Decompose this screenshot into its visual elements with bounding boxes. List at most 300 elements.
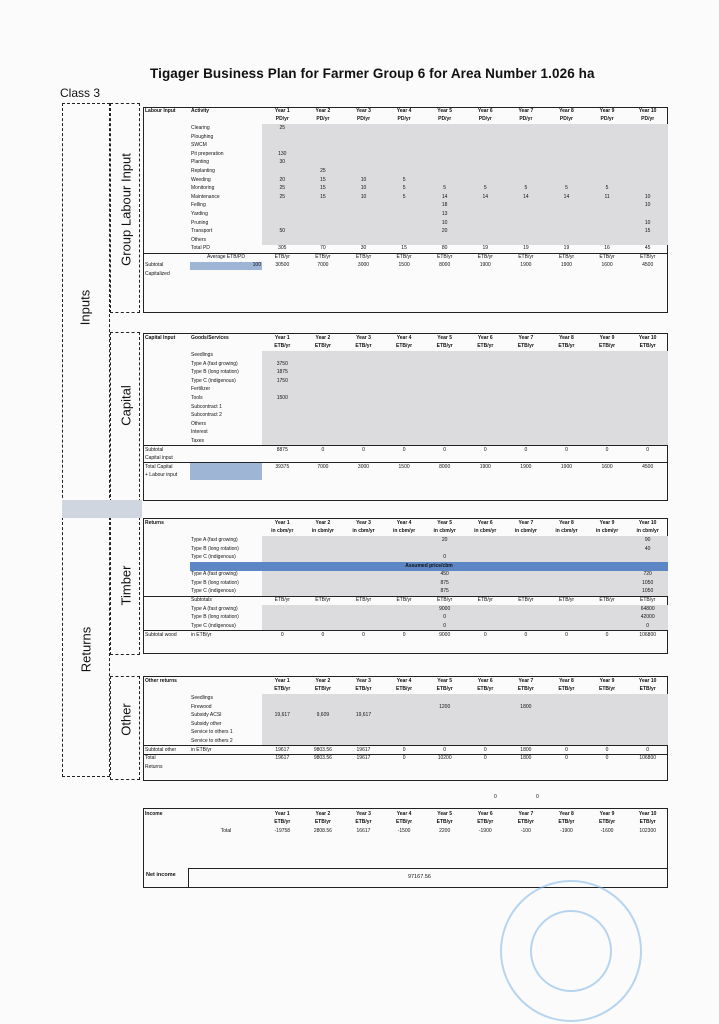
unit-header: ETB/yr: [517, 819, 534, 826]
timber-value: [506, 571, 547, 580]
timber-value: [303, 545, 344, 554]
capital-value: [465, 411, 506, 420]
subtotal-value: 1600: [601, 262, 613, 269]
activity-label: Total PD: [191, 245, 210, 252]
subtotal-value: 0: [384, 631, 425, 640]
total-value: -1600: [600, 827, 614, 834]
spacer: [262, 454, 303, 463]
timber-value: [303, 579, 344, 588]
timber-value: [384, 579, 425, 588]
spacer: [546, 763, 587, 772]
activity-label: Planting: [191, 159, 210, 166]
capital-value: [262, 420, 303, 429]
labour-value: [303, 210, 344, 219]
subtotal-unit: ETB/yr: [627, 253, 668, 262]
labour-value: [424, 150, 465, 159]
capital-value: [424, 429, 465, 438]
spacer: [587, 454, 628, 463]
capital-value: [303, 403, 344, 412]
year-header: Year 4: [396, 810, 412, 817]
capital-value: [465, 360, 506, 369]
timber-value: [343, 571, 384, 580]
spacer: [343, 270, 384, 279]
header-label: Goods/Services: [191, 334, 229, 341]
labour-value: [343, 219, 384, 228]
spacer: [144, 819, 190, 828]
timber-value: [262, 553, 303, 562]
labour-value: [303, 227, 344, 236]
timber-value: [303, 588, 344, 597]
capital-value: [506, 411, 547, 420]
labour-value: 11: [587, 193, 628, 202]
labour-value: [627, 167, 668, 176]
other-label: Service to others 2: [191, 737, 233, 744]
spacer: [506, 454, 547, 463]
spacer: [384, 763, 425, 772]
total-value: 0: [465, 754, 506, 763]
labour-value: 45: [644, 245, 651, 252]
timber-value: 450: [424, 571, 465, 580]
total-value: 16617: [356, 827, 371, 834]
timber-value: [627, 553, 668, 562]
year-header: Year 1: [274, 334, 290, 341]
capital-row: [144, 360, 668, 369]
timber-value: [465, 553, 506, 562]
labour-value: [506, 124, 547, 133]
subtotal-unit: ETB/yr: [384, 596, 425, 605]
other-value: [465, 711, 506, 720]
labour-value: 5: [506, 184, 547, 193]
unit-header: ETB/yr: [639, 819, 656, 826]
timber-value: 42000: [627, 614, 668, 623]
capital-subtotal-row2: [144, 454, 668, 463]
labour-value: [343, 236, 384, 245]
capital-value: [546, 403, 587, 412]
subtotal-value: 0: [587, 746, 628, 755]
year-header: Year 7: [518, 107, 534, 114]
labour-value: [303, 124, 344, 133]
timber-value: 875: [424, 588, 465, 597]
capital-value: 1750: [262, 377, 303, 386]
labour-value: 15: [303, 193, 344, 202]
capital-row: [144, 377, 668, 386]
spacer: [303, 454, 344, 463]
subtotal-value: 0: [343, 631, 384, 640]
timber-value: [506, 588, 547, 597]
total-value: 8000: [424, 463, 465, 472]
labour-value: [546, 141, 587, 150]
total-label: Total: [144, 754, 190, 763]
year-header: Year 5: [437, 519, 453, 526]
labour-value: [303, 141, 344, 150]
activity-label: Monitoring: [191, 185, 215, 192]
unit-header: PD/yr: [275, 116, 289, 123]
capital-value: [587, 386, 628, 395]
capital-value: [465, 429, 506, 438]
net-income-label: Net income: [146, 872, 176, 878]
timber-value: 20: [424, 536, 465, 545]
year-header: Year 6: [477, 519, 493, 526]
other-row: [144, 711, 668, 720]
year-header: Year 1: [274, 810, 290, 817]
capital-value: [262, 351, 303, 360]
capital-value: [627, 368, 668, 377]
labour-value: [303, 150, 344, 159]
spacer: [384, 454, 425, 463]
subtotal-unit: Average ETB/PD: [190, 253, 262, 262]
other-value: [465, 720, 506, 729]
unit-header: PD/yr: [478, 116, 492, 123]
capital-value: [465, 386, 506, 395]
subtotal-value: 9000: [424, 631, 465, 640]
labour-value: [546, 236, 587, 245]
year-header: Year 2: [315, 519, 331, 526]
subtotal-value: 1500: [398, 262, 410, 269]
capital-value: 3750: [262, 360, 303, 369]
other-value: [465, 703, 506, 712]
labour-value: 16: [604, 245, 610, 252]
spacer: [144, 711, 190, 720]
other-label: Seedlings: [191, 694, 213, 701]
timber-value: [546, 571, 587, 580]
labour-row: [144, 219, 668, 228]
year-header: Year 7: [518, 334, 534, 341]
labour-value: [343, 227, 384, 236]
year-header: Year 2: [315, 677, 331, 684]
other-label: Subsidy ACSI: [191, 712, 222, 719]
labour-value: [587, 236, 628, 245]
timber-value: [587, 571, 628, 580]
capital-value: [506, 437, 547, 446]
labour-value: 20: [262, 176, 303, 185]
labour-value: [303, 219, 344, 228]
type-label: Type C (indigenous): [191, 588, 236, 595]
capital-value: [343, 403, 384, 412]
unit-header: ETB/yr: [274, 343, 291, 350]
labour-value: [546, 176, 587, 185]
spacer: [144, 720, 190, 729]
other-value: [546, 720, 587, 729]
capital-value: [384, 411, 425, 420]
unit-header: PD/yr: [397, 116, 411, 123]
spacer: [144, 394, 190, 403]
capital-value: [546, 420, 587, 429]
total-label: Returns: [145, 763, 163, 770]
spacer: [465, 472, 506, 481]
labour-value: [627, 176, 668, 185]
capital-value: [303, 437, 344, 446]
labour-value: [465, 227, 506, 236]
spacer: [144, 596, 190, 605]
timber-value: 9000: [424, 605, 465, 614]
year-header: Year 5: [437, 810, 453, 817]
labour-value: [506, 227, 547, 236]
spacer: [144, 694, 190, 703]
unit-header: ETB/yr: [274, 819, 291, 826]
activity-label: Ploughing: [191, 133, 214, 140]
other-value: [384, 694, 425, 703]
labour-value: [546, 133, 587, 142]
year-header: Year 1: [274, 677, 290, 684]
spacer: [144, 545, 190, 554]
timber-value: 40: [627, 545, 668, 554]
labour-value: [384, 167, 425, 176]
other-value: [343, 703, 384, 712]
spacer: [384, 270, 425, 279]
subtotal-value: 0: [384, 746, 425, 755]
subtotal-unit: ETB/yr: [587, 596, 628, 605]
other-value: [627, 720, 668, 729]
timber-value-row: [144, 614, 668, 623]
subtotal-unit: ETB/yr: [506, 596, 547, 605]
other-value: [587, 694, 628, 703]
spacer: [587, 270, 628, 279]
unit-header: PD/yr: [519, 116, 533, 123]
labour-value: [465, 219, 506, 228]
labour-value: [546, 227, 587, 236]
other-table: [144, 677, 668, 772]
capital-value: [587, 420, 628, 429]
labour-value: 19: [523, 245, 529, 252]
timber-value: 1050: [627, 588, 668, 597]
subtotal-label: Capitalized: [145, 271, 170, 278]
labour-value: 5: [424, 184, 465, 193]
capital-value: [506, 394, 547, 403]
subtotal-unit: ETB/yr: [506, 253, 547, 262]
capital-value: [506, 360, 547, 369]
timber-value: [384, 536, 425, 545]
capital-value: [384, 403, 425, 412]
total-value: 1900: [546, 463, 587, 472]
labour-value: [587, 210, 628, 219]
labour-value: [343, 202, 384, 211]
labour-value: 25: [303, 167, 344, 176]
spacer: [424, 454, 465, 463]
other-value: [384, 729, 425, 738]
capital-value: [303, 411, 344, 420]
capital-value: [587, 394, 628, 403]
spacer: [424, 763, 465, 772]
timber-value: [506, 579, 547, 588]
total-value: 1900: [465, 463, 506, 472]
capital-value: [384, 360, 425, 369]
capital-value: [587, 368, 628, 377]
spacer: [190, 454, 262, 463]
labour-value: [384, 219, 425, 228]
timber-subtotals-row: [144, 596, 668, 605]
timber-value: [546, 579, 587, 588]
subtotal-value: 0: [546, 746, 587, 755]
capital-value: [384, 429, 425, 438]
unit-header: PD/yr: [438, 116, 452, 123]
labour-value: [546, 167, 587, 176]
timber-value: 875: [424, 579, 465, 588]
other-value: [262, 694, 303, 703]
unit-header: in cbm/yr: [595, 528, 619, 535]
capital-value: [384, 394, 425, 403]
spacer: [144, 236, 190, 245]
labour-value: [587, 167, 628, 176]
unit-header: ETB/yr: [517, 343, 534, 350]
income-label: Income: [145, 810, 163, 817]
capital-value: [424, 351, 465, 360]
spacer: [144, 176, 190, 185]
year-header: Year 4: [396, 334, 412, 341]
labour-value: [506, 150, 547, 159]
total-value: 1800: [506, 754, 547, 763]
timber-value: [546, 545, 587, 554]
total-value: 1900: [506, 463, 547, 472]
labour-value: 15: [303, 176, 344, 185]
total-value: -1900: [560, 827, 573, 834]
labour-value: [627, 150, 668, 159]
unit-header: in cbm/yr: [474, 528, 497, 535]
other-label: Firewood: [191, 703, 212, 710]
activity-label: Maintenance: [191, 193, 220, 200]
capital-value: [546, 437, 587, 446]
unit-header: ETB/yr: [558, 343, 575, 350]
capital-value: [343, 368, 384, 377]
spacer: [144, 827, 190, 836]
spacer: [144, 193, 190, 202]
other-value: [303, 737, 344, 746]
timber-value: [343, 536, 384, 545]
capital-value: [506, 420, 547, 429]
labour-value: [343, 141, 384, 150]
capital-value: [303, 420, 344, 429]
year-header: Year 6: [477, 334, 493, 341]
labour-value: [262, 133, 303, 142]
labour-row: [144, 236, 668, 245]
other-value: [384, 737, 425, 746]
spacer: [144, 579, 190, 588]
subtotal-unit: ETB/yr: [303, 253, 344, 262]
subtotal-value: 1900: [560, 262, 573, 269]
timber-value: [465, 536, 506, 545]
activity-label: SWCM: [191, 142, 207, 149]
total-value: -100: [520, 827, 531, 834]
labour-value: [262, 236, 303, 245]
labour-value: 5: [384, 193, 425, 202]
subtotal-unit: in ETB/yr: [190, 746, 262, 755]
year-header: Year 5: [437, 107, 453, 114]
year-header: Year 5: [437, 677, 453, 684]
spacer: [546, 270, 587, 279]
year-header: Year 3: [356, 519, 371, 526]
labour-value: 5: [384, 184, 425, 193]
capital-value: [506, 351, 547, 360]
capital-total-row: [144, 463, 668, 472]
timber-value: [587, 614, 628, 623]
labour-value: [262, 167, 303, 176]
unit-header: PD/yr: [559, 116, 573, 123]
labour-value: [424, 159, 465, 168]
labour-value: [384, 236, 425, 245]
subtotal-unit: in ETB/yr: [190, 631, 262, 640]
goods-label: Subcontract 1: [191, 403, 222, 410]
subtotal-unit: ETB/yr: [465, 253, 506, 262]
spacer: [627, 472, 668, 481]
labour-value: [465, 176, 506, 185]
total-value: -1500: [397, 827, 411, 834]
total-value: -19758: [274, 827, 291, 834]
unit-header: ETB/yr: [355, 686, 372, 693]
timber-value: [587, 605, 628, 614]
year-header: Year 8: [559, 334, 574, 341]
labour-value: [627, 141, 668, 150]
unit-header: ETB/yr: [598, 686, 616, 693]
timber-value: [587, 579, 628, 588]
capital-row: [144, 437, 668, 446]
timber-value: [262, 579, 303, 588]
other-value: [424, 711, 465, 720]
labour-value: [384, 150, 425, 159]
subtotal-value: 0: [506, 446, 547, 455]
other-value: [506, 737, 547, 746]
timber-value: [465, 579, 506, 588]
timber-value: [303, 571, 344, 580]
timber-value: [546, 536, 587, 545]
spacer: [303, 472, 344, 481]
timber-value: [465, 605, 506, 614]
labour-value: [465, 236, 506, 245]
timber-value: [546, 614, 587, 623]
unit-header: ETB/yr: [436, 686, 453, 693]
timber-value: [465, 588, 506, 597]
labour-value: [424, 167, 465, 176]
goods-label: Type B (long rotation): [191, 369, 239, 376]
spacer: [262, 763, 303, 772]
capital-value: 1500: [262, 394, 303, 403]
other-value: [627, 694, 668, 703]
timber-value: [303, 553, 344, 562]
year-header: Year 6: [477, 810, 493, 817]
capital-value: [506, 429, 547, 438]
total-value: 9803.56: [303, 754, 344, 763]
subtotals-label: Subtotals: [190, 596, 262, 605]
group-labour-label: Group Labour Input: [118, 153, 134, 266]
timber-value-row: [144, 622, 668, 631]
subtotal-value: 1900: [479, 262, 491, 269]
activity-label: Weeding: [191, 176, 211, 183]
labour-value: [587, 227, 628, 236]
unit-header: ETB/yr: [436, 819, 453, 826]
subtotal-value: 0: [303, 446, 344, 455]
year-header: Year 10: [638, 334, 657, 341]
other-value: [384, 711, 425, 720]
spacer: [144, 167, 190, 176]
unit-header: in cbm/yr: [514, 528, 537, 535]
labour-value: 50: [262, 227, 303, 236]
other-value: [343, 737, 384, 746]
timber-value: [303, 536, 344, 545]
labour-value: [506, 133, 547, 142]
timber-value: [546, 622, 587, 631]
subtotal-value: 0: [303, 631, 344, 640]
header-row: [144, 334, 668, 343]
year-header: Year 9: [599, 519, 615, 526]
labour-value: [343, 167, 384, 176]
capital-value: [303, 360, 344, 369]
spacer: [190, 810, 262, 819]
labour-row: [144, 124, 668, 133]
timber-value: [384, 545, 425, 554]
labour-value: [506, 210, 547, 219]
timber-value: [506, 622, 547, 631]
labour-value: 70: [320, 245, 326, 252]
spacer: [144, 429, 190, 438]
capital-value: [343, 429, 384, 438]
